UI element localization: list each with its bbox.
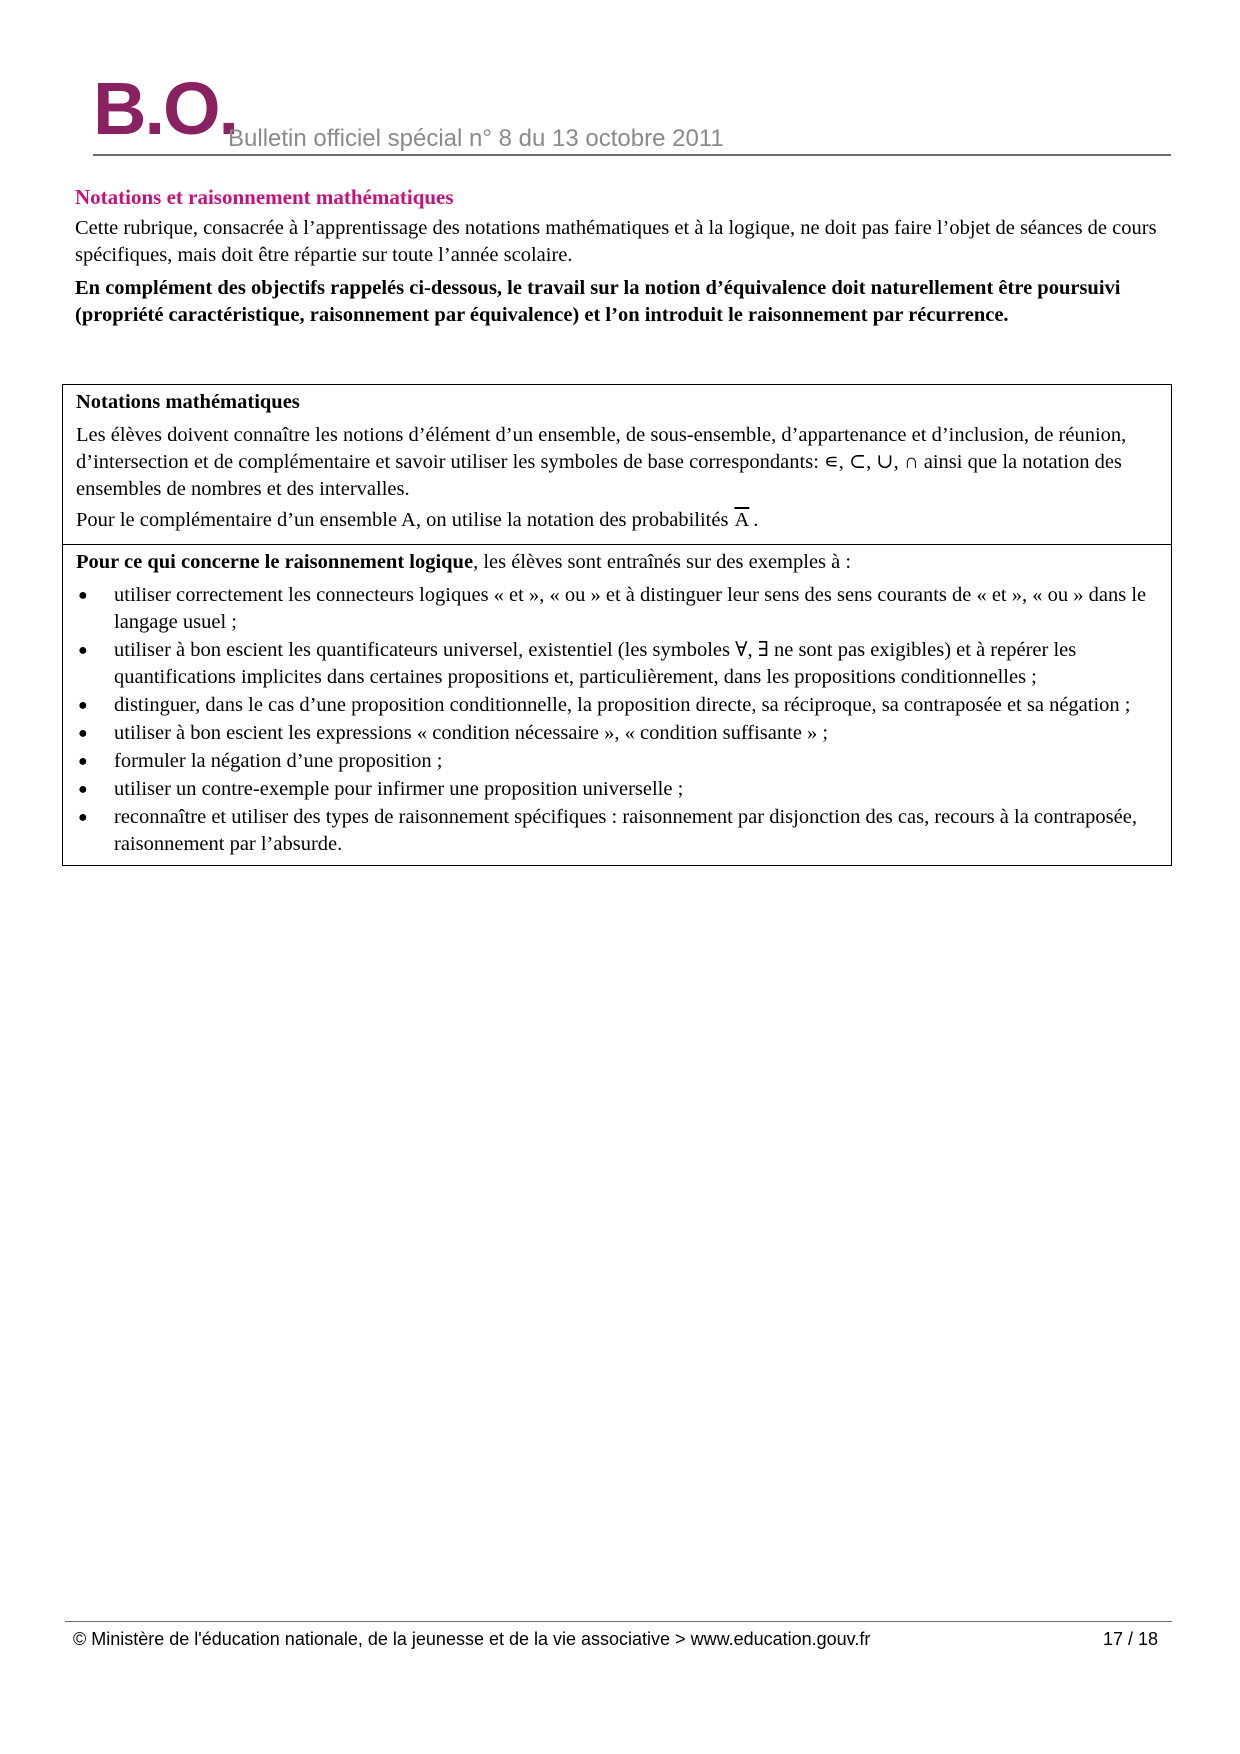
page-number: 17 / 18 [1102,1629,1158,1649]
list-item: ● utiliser correctement les connecteurs logiques « et », « ou » et à distinguer leur sens des sens courants de « et », « ou » dans le langage usuel ; [78,584,1147,633]
complement-paragraph [76,507,1159,534]
bullet-icon: ● [78,697,88,714]
list-item: ● utiliser un contre-exemple pour infirmer une proposition universelle ; [76,776,1159,803]
logic-lead-bold: Pour ce qui concerne le raisonnement logique [76,551,474,573]
complement-symbol: $\overline{A}$ [734,509,750,531]
page-header [93,67,1171,158]
section-title: Notations et raisonnement mathématiques [75,185,454,209]
bullet-icon: ● [78,587,88,604]
list-item: ● distinguer, dans le cas d’une proposition conditionnelle, la proposition directe, sa réciproque, sa contraposée et sa négation ; [76,692,1159,719]
complement-end: . [753,509,759,531]
footer-copyright: © Ministère de l'éducation nationale, de la jeunesse et de la vie associative > www.education.gouv.fr [73,1629,871,1649]
bullet-icon: ● [78,809,88,826]
intro-section [75,184,1167,329]
intro-paragraph: Cette rubrique, consacrée à l’apprentissage des notations mathématiques et à la logique, ne doit pas faire l’objet de séances de cours spécifiques, mais doit être répartie sur toute l’année scolaire. [75,217,1157,266]
notations-title: Notations mathématiques [76,391,300,413]
header-divider [93,154,1171,156]
list-item: ● utiliser à bon escient les expressions « condition nécessaire », « condition suffisante » ; [76,720,1159,747]
equivalence-paragraph: En complément des objectifs rappelés ci-dessous, le travail sur la notion d’équivalence doit naturellement être poursuivi (propriété caractéristique, raisonnement par équivalence) et l’on introduit le raisonnement par récurrence. [75,277,1121,326]
list-item: ● formuler la négation d’une proposition ; [76,748,1159,775]
footer-divider [65,1621,1172,1622]
list-item: ● utiliser à bon escient les quantificateurs universel, existentiel (les symboles ∀, ∃ ne sont pas exigibles) et à repérer les quantifications implicites dans certaines propositions et, particulièrement, dans les propositions conditionnelles ; [78,639,1077,688]
notations-cell [63,385,1171,544]
logic-lead [76,549,1159,576]
bullet-icon: ● [78,781,88,798]
notations-paragraph: Les élèves doivent connaître les notions d’élément d’un ensemble, de sous-ensemble, d’appartenance et d’inclusion, de réunion, d’intersection et de complémentaire et savoir utiliser les symboles de base correspondants: ∊, ⊂, ∪, ∩ ainsi que la notation des ensembles de nombres et des intervalles. [76,424,1127,500]
bullet-icon: ● [78,642,88,659]
logic-list [76,582,1159,858]
list-item: ● reconnaître et utiliser des types de raisonnement spécifiques : raisonnement par disjonction des cas, recours à la contraposée, raisonnement par l’absurde. [78,806,1137,855]
logic-lead-rest: , les élèves sont entraînés sur des exemples à : [473,551,852,573]
logic-cell [63,544,1171,865]
bullet-icon: ● [78,725,88,742]
complement-text: Pour le complémentaire d’un ensemble A, on utilise la notation des probabilités [76,509,729,531]
bulletin-title: Bulletin officiel spécial n° 8 du 13 octobre 2011 [228,125,724,152]
bo-logo: B.O. [93,67,238,150]
bullet-icon: ● [78,753,88,770]
objectives-table [62,384,1172,866]
